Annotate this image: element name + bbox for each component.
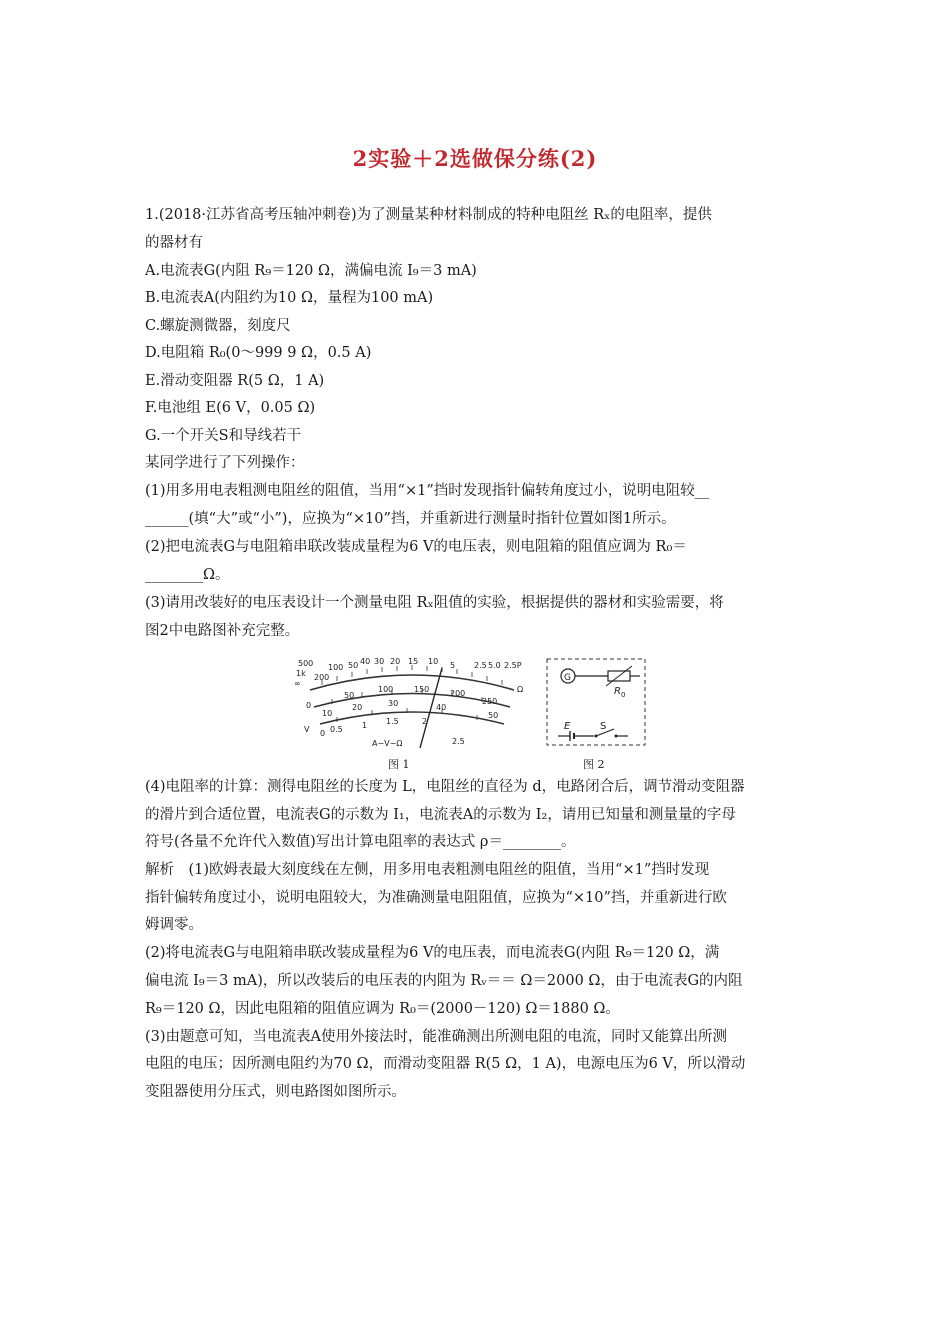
page-title: 2实验＋2选做保分练(2) (352, 146, 598, 171)
svg-text:30: 30 (388, 699, 399, 708)
svg-text:10: 10 (322, 709, 333, 718)
text-line: F.电池组 E(6 V，0.05 Ω) (145, 400, 316, 416)
svg-text:0: 0 (621, 691, 626, 699)
svg-text:E: E (564, 721, 571, 732)
svg-text:150: 150 (414, 685, 430, 694)
text-line: (4)电阻率的计算：测得电阻丝的长度为 L，电阻丝的直径为 d，电路闭合后，调节滑动变阻器 (145, 779, 745, 795)
svg-text:200: 200 (314, 673, 330, 682)
text-line: (3)请用改装好的电压表设计一个测量电阻 Rₓ阻值的实验，根据提供的器材和实验需要，将 (145, 595, 724, 611)
svg-text:5: 5 (450, 661, 456, 670)
text-line: ________Ω。 (145, 567, 230, 583)
svg-text:1k: 1k (296, 669, 306, 678)
svg-text:∞: ∞ (294, 679, 301, 688)
text-line: 偏电流 I₉＝3 mA)，所以改装后的电压表的内阻为 Rᵥ＝＝ Ω＝2000 Ω，由于电流表G的内阻 (145, 973, 743, 989)
svg-text:Ω: Ω (517, 685, 524, 694)
svg-text:200: 200 (450, 689, 466, 698)
text-line: 姆调零。 (145, 917, 203, 933)
text-line: (3)由题意可知，当电流表A使用外接法时，能准确测出所测电阻的电流，同时又能算出所测 (145, 1029, 728, 1045)
svg-text:0.5: 0.5 (330, 725, 343, 734)
svg-text:1.5: 1.5 (386, 717, 399, 726)
svg-text:2.5: 2.5 (474, 661, 487, 670)
svg-text:0: 0 (320, 729, 326, 738)
svg-text:500: 500 (298, 659, 314, 668)
text-line: 图2中电路图补充完整。 (145, 623, 300, 639)
figure-2-circuit (544, 656, 648, 748)
svg-text:100: 100 (328, 663, 344, 672)
text-line: 某同学进行了下列操作： (145, 455, 305, 471)
figure-2-caption: 图 2 (583, 758, 605, 771)
svg-text:A−V−Ω: A−V−Ω (372, 739, 403, 748)
text-line: ______(填“大”或“小”)，应换为“×10”挡，并重新进行测量时指针位置如图1所示。 (145, 511, 676, 527)
text-line: D.电阻箱 R₀(0～999 9 Ω，0.5 A) (145, 345, 372, 361)
svg-text:G: G (564, 673, 571, 683)
text-line: 符号(各量不允许代入数值)写出计算电阻率的表达式 ρ＝________。 (145, 834, 576, 850)
text-line: 的器材有 (145, 235, 203, 251)
svg-text:20: 20 (352, 703, 363, 712)
svg-text:2: 2 (422, 717, 428, 726)
text-line: (1)用多用电表粗测电阻丝的阻值，当用“×1”挡时发现指针偏转角度过小，说明电阻较__ (145, 483, 710, 499)
svg-text:20: 20 (390, 657, 401, 666)
svg-text:2.5: 2.5 (452, 737, 465, 746)
svg-text:50: 50 (488, 711, 499, 720)
svg-text:50: 50 (344, 691, 355, 700)
svg-text:S: S (600, 721, 607, 732)
text-line: 变阻器使用分压式，则电路图如图所示。 (145, 1084, 406, 1100)
svg-text:10: 10 (428, 657, 439, 666)
figure-1-multimeter-dial (292, 652, 532, 752)
figure-1-caption: 图 1 (388, 758, 410, 771)
svg-text:15: 15 (408, 657, 419, 666)
svg-text:30: 30 (374, 657, 385, 666)
text-line: B.电流表A(内阻约为10 Ω，量程为100 mA) (145, 290, 434, 306)
text-line: 电阻的电压；因所测电阻约为70 Ω，而滑动变阻器 R(5 Ω，1 A)，电源电压为6 V，所以滑动 (145, 1056, 746, 1072)
svg-text:2.5P: 2.5P (504, 661, 522, 670)
text-line: 1.(2018·江苏省高考压轴冲刺卷)为了测量某种材料制成的特种电阻丝 Rₓ的电阻率，提供 (145, 207, 712, 223)
text-line: 解析 (1)欧姆表最大刻度线在左侧，用多用电表粗测电阻丝的阻值，当用“×1”挡时发现 (145, 862, 710, 878)
svg-text:100: 100 (378, 685, 394, 694)
text-line: R₉＝120 Ω，因此电阻箱的阻值应调为 R₀＝(2000－120) Ω＝1880 Ω。 (145, 1001, 620, 1017)
text-line: E.滑动变阻器 R(5 Ω，1 A) (145, 373, 325, 389)
svg-text:V: V (304, 725, 310, 734)
svg-text:1: 1 (362, 721, 368, 730)
svg-text:R: R (614, 686, 621, 697)
text-line: 指针偏转角度过小，说明电阻较大，为准确测量电阻阻值，应换为“×10”挡，并重新进行欧 (145, 890, 727, 906)
text-line: (2)将电流表G与电阻箱串联改装成量程为6 V的电压表，而电流表G(内阻 R₉＝120 Ω，满 (145, 945, 720, 961)
svg-text:40: 40 (436, 703, 447, 712)
svg-text:40: 40 (360, 657, 371, 666)
text-line: 的滑片到合适位置，电流表G的示数为 I₁，电流表A的示数为 I₂，请用已知量和测量量的字母 (145, 807, 736, 823)
text-line: (2)把电流表G与电阻箱串联改装成量程为6 V的电压表，则电阻箱的阻值应调为 R₀＝ (145, 539, 687, 555)
text-line: C.螺旋测微器，刻度尺 (145, 318, 291, 334)
svg-text:50: 50 (348, 661, 359, 670)
text-line: G.一个开关S和导线若干 (145, 428, 302, 444)
svg-text:0: 0 (306, 701, 312, 710)
svg-text:250: 250 (482, 697, 498, 706)
svg-text:5.0: 5.0 (488, 661, 501, 670)
text-line: A.电流表G(内阻 R₉＝120 Ω，满偏电流 I₉＝3 mA) (145, 263, 477, 279)
